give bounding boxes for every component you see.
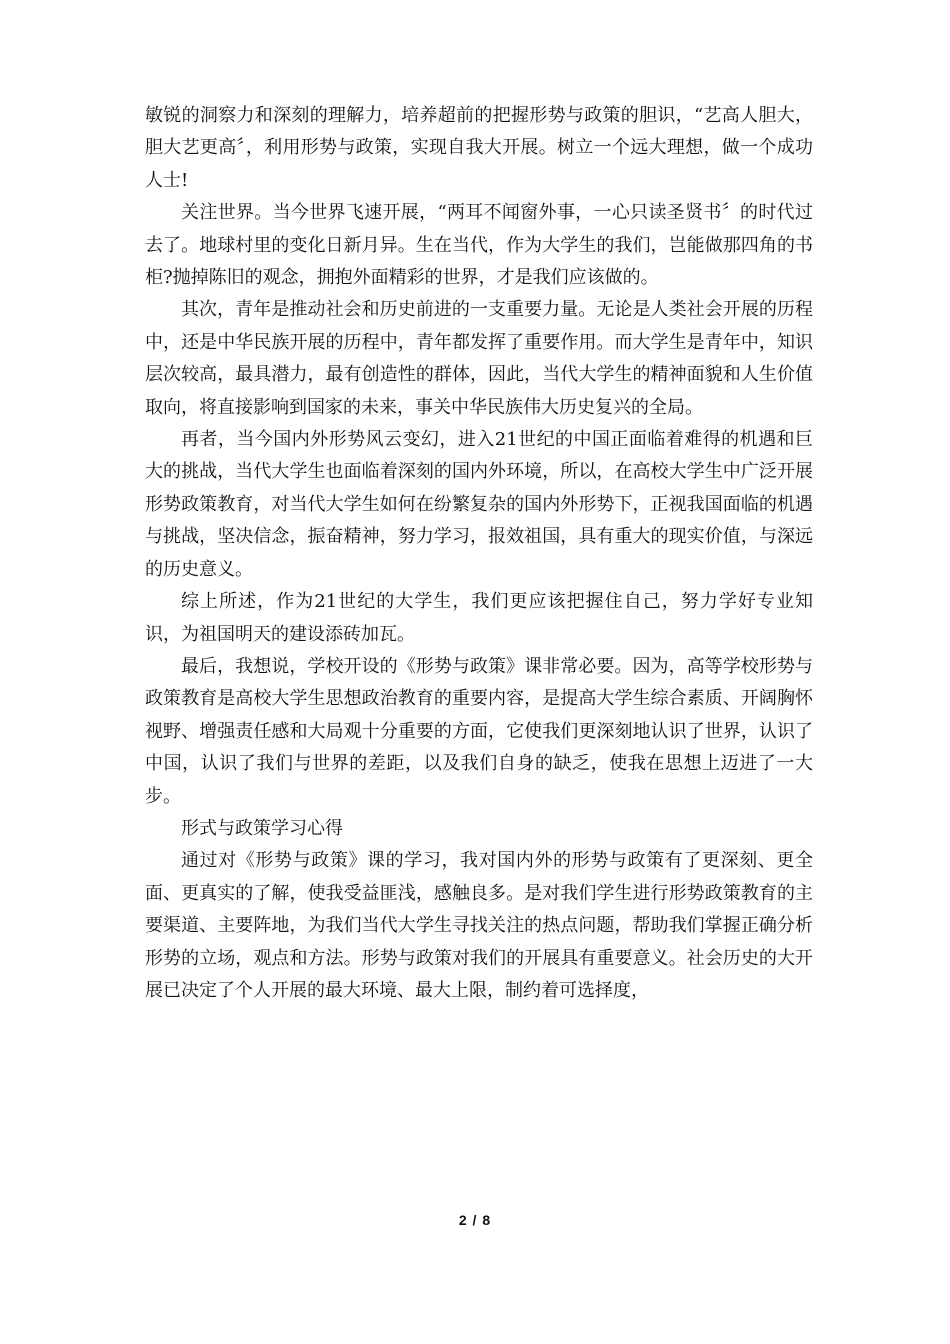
paragraph: 通过对《形势与政策》课的学习，我对国内外的形势与政策有了更深刻、更全面、更真实的了解，使我受益匪浅，感触良多。是对我们学生进行形势政策教育的主要渠道、主要阵地，为我们当代大学生寻找关注的热点问题，帮助我们掌握正确分析形势的立场，观点和方法。形势与政策对我们的开展具有重要意义。社会历史的大开展已决定了个人开展的最大环境、最大上限，制约着可选择度， — [145, 850, 813, 1001]
page-number: 2 / 8 — [458, 1212, 492, 1228]
paragraph: 再者，当今国内外形势风云变幻，进入21世纪的中国正面临着难得的机遇和巨大的挑战，当代大学生也面临着深刻的国内外环境，所以，在高校大学生中广泛开展形势政策教育，对当代大学生如何在纷繁复杂的国内外形势下，正视我国面临的机遇与挑战，坚决信念，振奋精神，努力学习，报效祖国，具有重大的现实价值，与深远的历史意义。 — [145, 429, 813, 580]
paragraph: 综上所述，作为21世纪的大学生，我们更应该把握住自己，努力学好专业知识，为祖国明天的建设添砖加瓦。 — [145, 591, 813, 645]
paragraph: 关注世界。当今世界飞速开展，“两耳不闻窗外事，一心只读圣贤书〞的时代过去了。地球村里的变化日新月异。生在当代，作为大学生的我们，岂能做那四角的书柜?抛掉陈旧的观念，拥抱外面精彩的世界，才是我们应该做的。 — [145, 202, 813, 289]
document-body — [145, 100, 813, 1007]
paragraph: 最后，我想说，学校开设的《形势与政策》课非常必要。因为，高等学校形势与政策教育是高校大学生思想政治教育的重要内容，是提高大学生综合素质、开阔胸怀视野、增强责任感和大局观十分重要的方面，它使我们更深刻地认识了世界，认识了中国，认识了我们与世界的差距，以及我们自身的缺乏，使我在思想上迈进了一大步。 — [145, 655, 813, 807]
paragraph: 其次，青年是推动社会和历史前进的一支重要力量。无论是人类社会开展的历程中，还是中华民族开展的历程中，青年都发挥了重要作用。而大学生是青年中，知识层次较高，最具潜力，最有创造性的群体，因此，当代大学生的精神面貌和人生价值取向，将直接影响到国家的未来，事关中华民族伟大历史复兴的全局。 — [145, 299, 813, 418]
section-heading: 形式与政策学习心得 — [181, 817, 343, 839]
paragraph-continued: 敏锐的洞察力和深刻的理解力，培养超前的把握形势与政策的胆识，“艺高人胆大，胆大艺更高〞，利用形势与政策，实现自我大开展。树立一个远大理想，做一个成功人士! — [145, 105, 813, 191]
